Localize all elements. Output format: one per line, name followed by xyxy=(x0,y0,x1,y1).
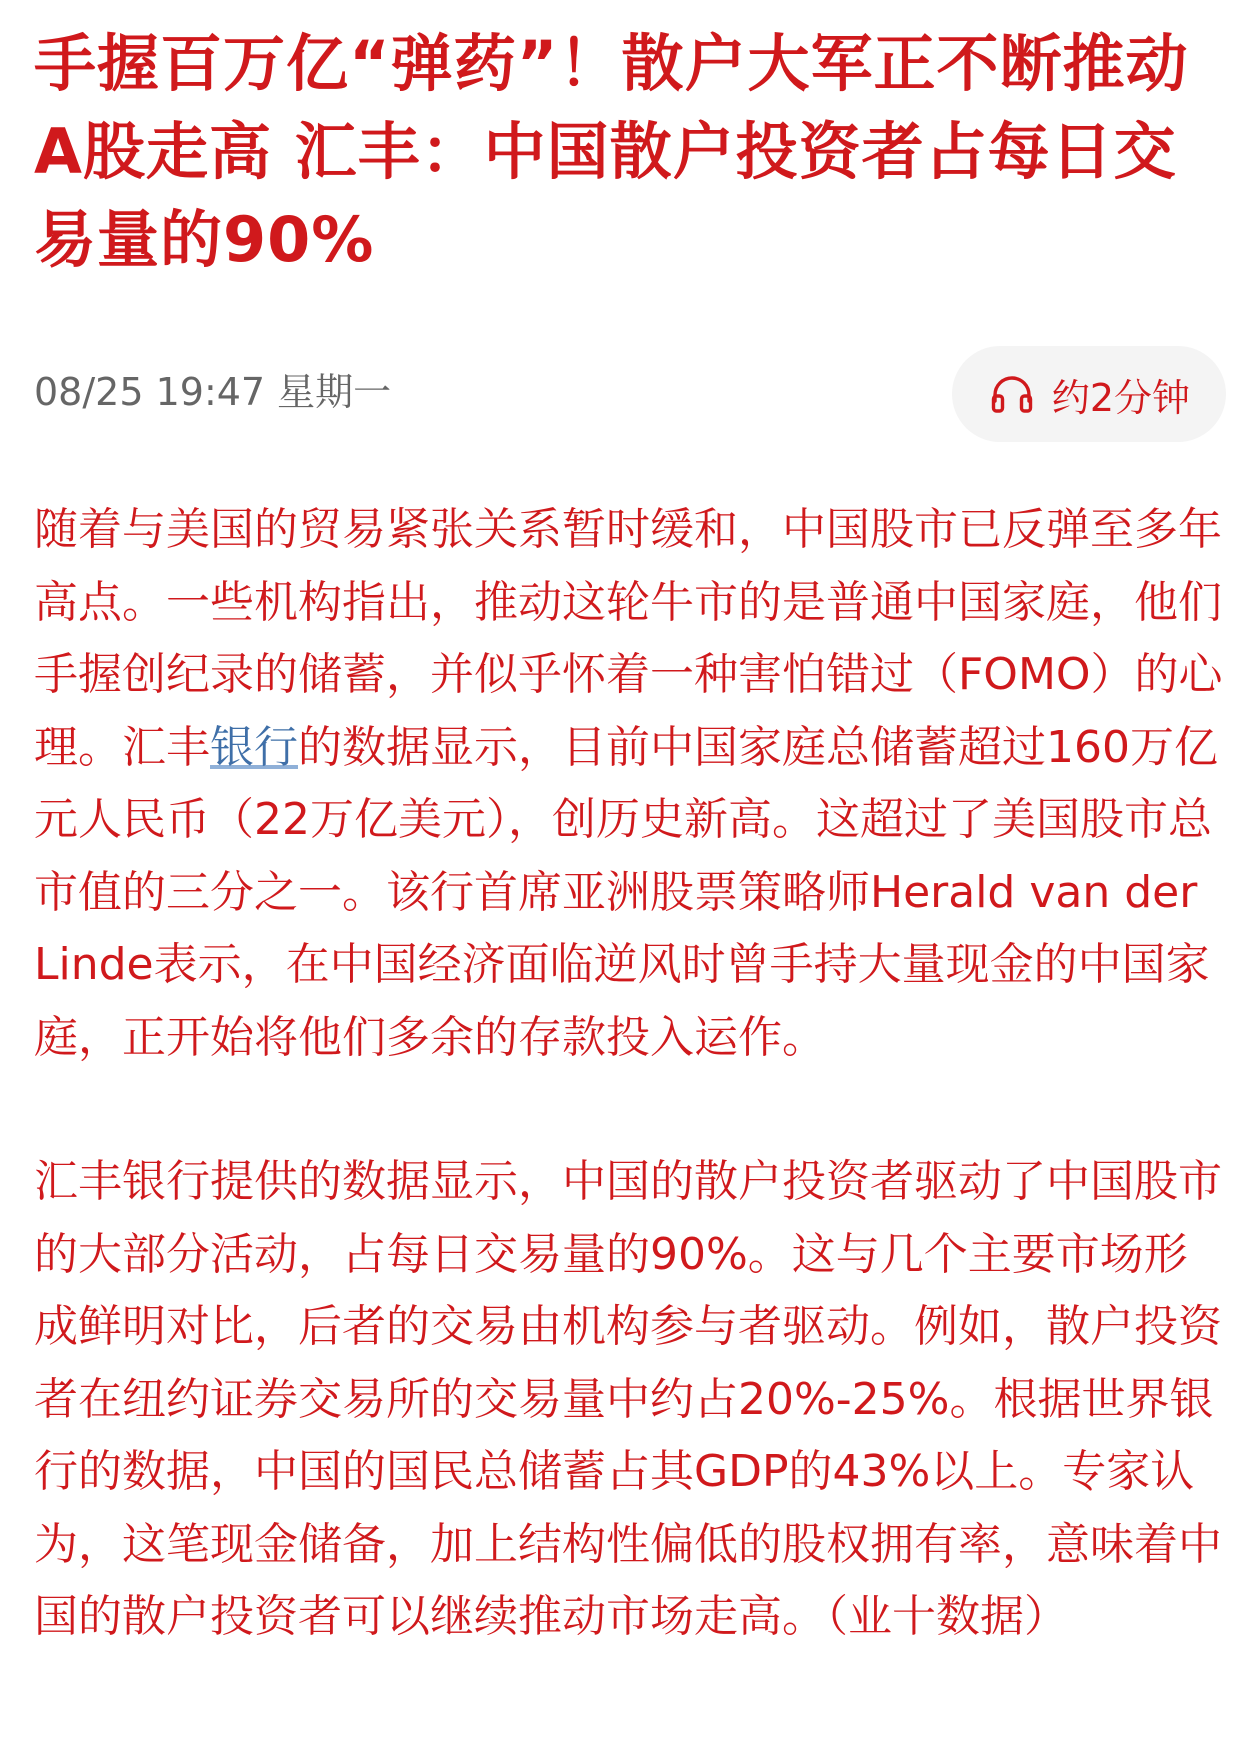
article-body xyxy=(34,494,1226,1654)
publish-timestamp: 08/25 19:47 星期一 xyxy=(34,370,392,414)
paragraph-2: 汇丰银行提供的数据显示，中国的散户投资者驱动了中国股市的大部分活动，占每日交易量的90%。这与几个主要市场形成鲜明对比，后者的交易由机构参与者驱动。例如，散户投资者在纽约证券交易所的交易量中约占20%-25%。根据世界银行的数据，中国的国民总储蓄占其GDP的43%以上。专家认为，这笔现金储备，加上结构性偏低的股权拥有率，意味着中国的散户投资者可以继续推动市场走高。（业十数据） xyxy=(34,1156,1222,1642)
paragraph-1 xyxy=(34,494,1226,1074)
paragraph-1-text-b: 的数据显示，目前中国家庭总储蓄超过160万亿元人民币（22万亿美元），创历史新高。这超过了美国股市总市值的三分之一。该行首席亚洲股票策略师Herald van der Linde表示，在中国经济面临逆风时曾手持大量现金的中国家庭，正开始将他们多余的存款投入运作。 xyxy=(34,721,1218,1063)
article-meta xyxy=(34,346,1226,442)
bottom-fade-overlay xyxy=(0,1715,1260,1763)
paragraph-1-text-a: 随着与美国的贸易紧张关系暂时缓和，中国股市已反弹至多年高点。一些机构指出，推动这轮牛市的是普通中国家庭，他们手握创纪录的储蓄，并似乎怀着一种害怕错过（FOMO）的心理。汇丰 xyxy=(34,504,1223,773)
headphones-icon xyxy=(990,374,1034,414)
listen-duration-label: 约2分钟 xyxy=(1051,375,1190,420)
listen-audio-button[interactable] xyxy=(952,346,1226,442)
article-title: 手握百万亿“弹药”！散户大军正不断推动A股走高 汇丰：中国散户投资者占每日交易量的90% xyxy=(34,27,1189,276)
bank-keyword-link[interactable]: 银行 xyxy=(210,721,298,773)
